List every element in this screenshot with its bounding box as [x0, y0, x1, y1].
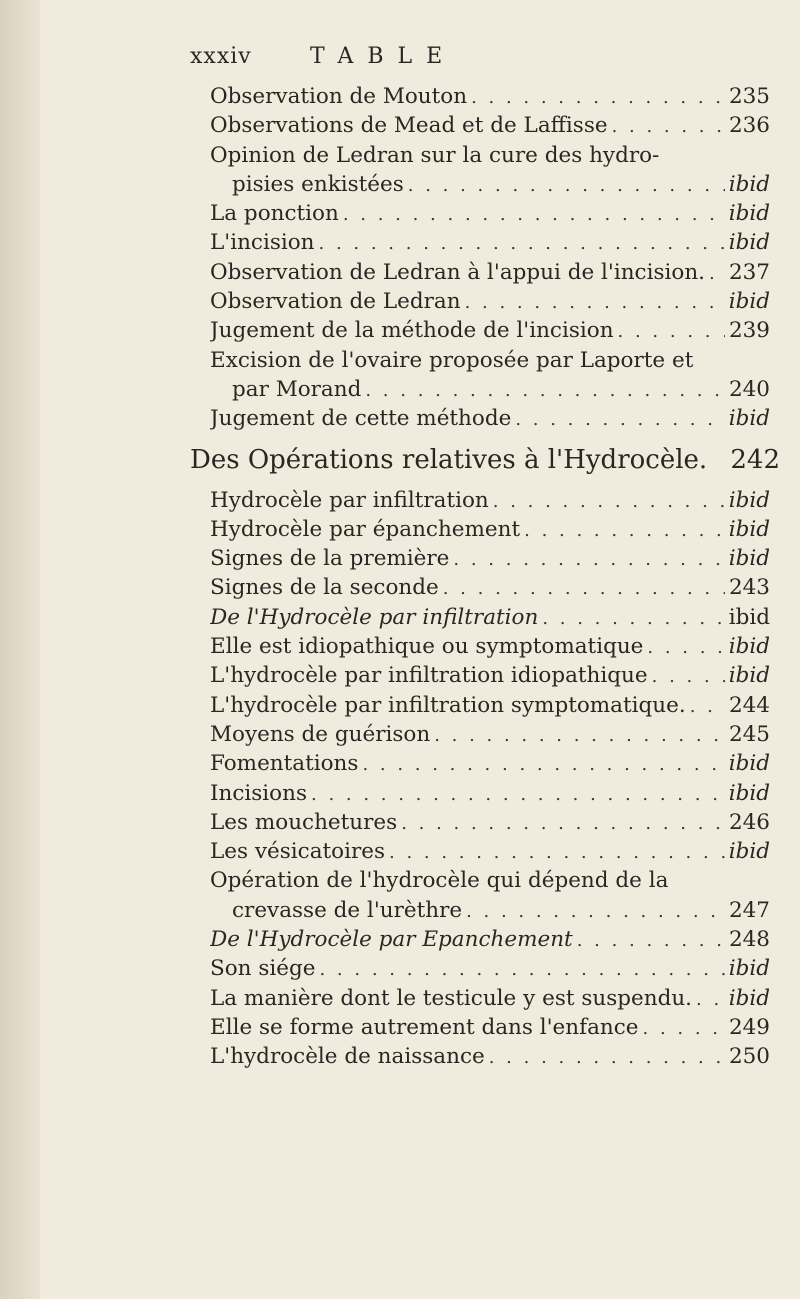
- toc-entry-page: ibid: [728, 604, 770, 630]
- toc-entry-label: Elle est idiopathique ou symptomatique: [210, 634, 644, 660]
- toc-entry-page: ibid: [728, 663, 770, 689]
- dot-leader: [465, 288, 725, 316]
- running-title: TABLE: [310, 44, 457, 69]
- table-of-contents: [190, 82, 780, 1072]
- dot-leader: [643, 1014, 725, 1042]
- toc-entry-page: 245: [728, 721, 770, 747]
- toc-entry-label: La manière dont le testicule y est suspendu.: [210, 985, 693, 1011]
- toc-entry: [210, 199, 770, 228]
- dot-leader: [612, 112, 725, 140]
- dot-leader: [577, 926, 725, 954]
- dot-leader: [362, 750, 724, 778]
- toc-entry: [210, 258, 770, 287]
- toc-entry-page: ibid: [728, 230, 770, 256]
- dot-leader: [652, 662, 725, 690]
- dot-leader: [389, 838, 725, 866]
- toc-entry: [210, 316, 770, 345]
- toc-entry-page: ibid: [728, 289, 770, 315]
- toc-entry-page: ibid: [728, 985, 770, 1011]
- toc-entry: [210, 691, 770, 720]
- toc-entry-page: ibid: [728, 516, 770, 542]
- toc-entry: [210, 837, 770, 866]
- section-heading: [190, 439, 780, 481]
- toc-entry-label: Observation de Ledran à l'appui de l'incision.: [210, 259, 706, 285]
- toc-entry: [210, 954, 770, 983]
- dot-leader: [319, 955, 724, 983]
- toc-entry-label: L'incision: [210, 230, 315, 256]
- toc-entry-page: 239: [728, 318, 770, 344]
- toc-entry-page: 244: [728, 692, 770, 718]
- toc-entry-label: Elle se forme autrement dans l'enfance: [210, 1014, 639, 1040]
- toc-entry-label: De l'Hydrocèle par Epanchement: [210, 927, 573, 953]
- toc-entry-page: ibid: [728, 780, 770, 806]
- toc-entry: [210, 1013, 770, 1042]
- toc-entry-page: 236: [728, 113, 770, 139]
- toc-entry-page: ibid: [728, 201, 770, 227]
- toc-entry-page: ibid: [728, 171, 770, 197]
- page-folio: xxxiv: [190, 44, 252, 69]
- dot-leader: [343, 200, 725, 228]
- dot-leader: [453, 545, 724, 573]
- toc-entry-label: crevasse de l'urèthre: [232, 897, 463, 923]
- dot-leader: [618, 317, 725, 345]
- toc-entry-page: ibid: [728, 487, 770, 513]
- toc-entry-label: Observation de Ledran: [210, 289, 461, 315]
- dot-leader: [365, 376, 725, 404]
- page-edge-shadow: [0, 0, 40, 1299]
- dot-leader: [542, 604, 724, 632]
- toc-entry: [210, 896, 770, 925]
- toc-entry-page: 247: [728, 897, 770, 923]
- toc-entry: [210, 632, 770, 661]
- toc-entry: [210, 603, 770, 632]
- toc-entry-page: 243: [728, 575, 770, 601]
- toc-entry-label: Jugement de la méthode de l'incision: [210, 318, 614, 344]
- dot-leader: [311, 780, 725, 808]
- toc-entry-label: Hydrocèle par infiltration: [210, 487, 489, 513]
- toc-entry-label: Moyens de guérison: [210, 721, 431, 747]
- toc-entry: [210, 515, 770, 544]
- toc-entry-label: Observation de Mouton: [210, 84, 468, 109]
- dot-leader: [696, 985, 725, 1013]
- toc-entry-label: Les mouchetures: [210, 809, 398, 835]
- dot-leader: [493, 487, 725, 515]
- toc-entry: [210, 544, 770, 573]
- section-title: Des Opérations relatives à l'Hydrocèle.: [190, 444, 708, 475]
- toc-entry-label: De l'Hydrocèle par infiltration: [210, 604, 539, 630]
- dot-leader: [443, 574, 725, 602]
- toc-entry-page: 248: [728, 927, 770, 953]
- toc-entry: [210, 404, 770, 433]
- dot-leader: [524, 516, 725, 544]
- toc-entry-page: ibid: [728, 751, 770, 777]
- dot-leader: [319, 229, 725, 257]
- toc-entry-label: Signes de la seconde: [210, 575, 439, 601]
- toc-entry-page: ibid: [728, 406, 770, 432]
- toc-entry: [210, 1042, 770, 1071]
- toc-entry-label: pisies enkistées: [232, 171, 404, 197]
- dot-leader: [471, 83, 725, 111]
- toc-entry-page: ibid: [728, 546, 770, 572]
- toc-entry-page: ibid: [728, 839, 770, 865]
- toc-entry: [210, 111, 770, 140]
- toc-entry-label: Fomentations: [210, 751, 359, 777]
- toc-entry-label: Incisions: [210, 780, 307, 806]
- toc-entry-label: L'hydrocèle de naissance: [210, 1044, 485, 1070]
- toc-entry-label: Jugement de cette méthode: [210, 406, 512, 432]
- dot-leader: [401, 809, 725, 837]
- toc-entry-page: 240: [728, 376, 770, 402]
- toc-entry-label: Les vésicatoires: [210, 839, 386, 865]
- toc-entry: [210, 984, 770, 1013]
- toc-entry-label: L'hydrocèle par infiltration idiopathique: [210, 663, 648, 689]
- toc-entry: [210, 375, 770, 404]
- toc-entry: [210, 661, 770, 690]
- toc-entry-label: par Morand: [232, 376, 362, 402]
- toc-entry-label: L'hydrocèle par infiltration symptomatique.: [210, 692, 686, 718]
- toc-entry-first-line: Excision de l'ovaire proposée par Laporte et: [210, 347, 694, 373]
- toc-entry: [210, 170, 770, 199]
- dot-leader: [466, 897, 725, 925]
- toc-entry-first-line: Opération de l'hydrocèle qui dépend de la: [210, 868, 669, 894]
- toc-entry-page: 246: [728, 809, 770, 835]
- running-header: [190, 44, 770, 78]
- toc-entry-page: 250: [728, 1044, 770, 1070]
- dot-leader: [709, 259, 725, 287]
- dot-leader: [690, 692, 725, 720]
- toc-entry: [210, 82, 770, 111]
- toc-entry-label: Signes de la première: [210, 546, 450, 572]
- toc-entry: [210, 287, 770, 316]
- toc-entry-label: Observations de Mead et de Laffisse: [210, 113, 608, 139]
- dot-leader: [434, 721, 725, 749]
- toc-entry-page: 249: [728, 1014, 770, 1040]
- toc-entry: [210, 486, 770, 515]
- toc-entry-page: 235: [728, 84, 770, 109]
- dot-leader: [489, 1043, 725, 1071]
- section-page: 242: [730, 444, 780, 475]
- toc-entry: [210, 720, 770, 749]
- toc-entry: [210, 228, 770, 257]
- toc-entry-label: Son siége: [210, 956, 316, 982]
- toc-entry-page: ibid: [728, 634, 770, 660]
- toc-entry-page: ibid: [728, 956, 770, 982]
- dot-leader: [408, 171, 725, 199]
- dot-leader: [515, 405, 724, 433]
- toc-entry-label: Hydrocèle par épanchement: [210, 516, 521, 542]
- toc-entry-page: 237: [728, 259, 770, 285]
- toc-entry: [210, 779, 770, 808]
- toc-entry: [210, 808, 770, 837]
- dot-leader: [647, 633, 724, 661]
- toc-entry-first-line: Opinion de Ledran sur la cure des hydro-: [210, 142, 660, 168]
- toc-entry: [210, 573, 770, 602]
- toc-entry: [210, 749, 770, 778]
- toc-entry-label: La ponction: [210, 201, 339, 227]
- toc-entry: [210, 925, 770, 954]
